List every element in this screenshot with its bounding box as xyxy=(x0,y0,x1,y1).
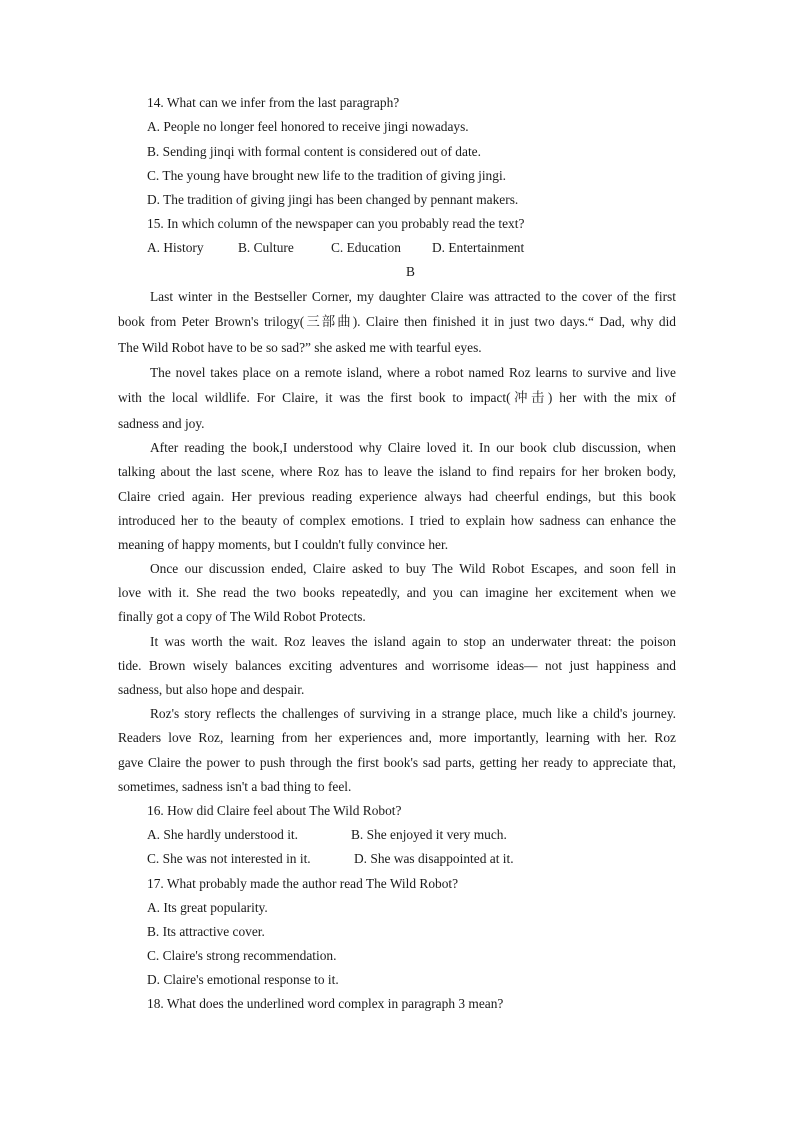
p3-line-4: introduced her to the beauty of complex emotions. I tried to explain how sadness can enhance the xyxy=(118,513,676,528)
p3-line-5: meaning of happy moments, but I couldn't fully convince her. xyxy=(118,537,449,552)
q17-option-d: D. Claire's emotional response to it. xyxy=(147,972,339,987)
p6-line-4: sometimes, sadness isn't a bad thing to feel. xyxy=(118,779,352,794)
p6-line-2: Readers love Roz, learning from her experiences and, more importantly, learning with her. Roz xyxy=(118,730,676,745)
section-label: B xyxy=(406,264,415,279)
p4-line-1: Once our discussion ended, Claire asked to buy The Wild Robot Escapes, and soon fell in xyxy=(150,561,676,576)
p4-line-2: love with it. She read the two books repeatedly, and you can imagine her excitement when we xyxy=(118,585,676,600)
p5-line-1: It was worth the wait. Roz leaves the island again to stop an underwater threat: the poison xyxy=(150,634,676,649)
p5-line-2: tide. Brown wisely balances exciting adventures and worrisome ideas— not just happiness and xyxy=(118,658,676,673)
p1-line-3: The Wild Robot have to be so sad?” she asked me with tearful eyes. xyxy=(118,340,482,355)
q16-options-row-1 xyxy=(147,827,507,843)
q17-option-a: A. Its great popularity. xyxy=(147,900,268,915)
q16-option-d: D. She was disappointed at it. xyxy=(354,851,514,866)
q14-option-c: C. The young have brought new life to the tradition of giving jingi. xyxy=(147,168,507,183)
q16-options-row-2 xyxy=(147,851,514,867)
p1-line-2: book from Peter Brown's trilogy(三部曲). Claire then finished it in just two days.“ Dad, why did xyxy=(118,314,676,329)
question-14: 14. What can we infer from the last paragraph? xyxy=(147,95,400,110)
q17-option-b: B. Its attractive cover. xyxy=(147,924,265,939)
question-17: 17. What probably made the author read The Wild Robot? xyxy=(147,876,459,891)
p5-line-3: sadness, but also hope and despair. xyxy=(118,682,305,697)
question-15: 15. In which column of the newspaper can you probably read the text? xyxy=(147,216,525,231)
q15-option-d: D. Entertainment xyxy=(432,240,525,255)
q14-option-b: B. Sending jinqi with formal content is considered out of date. xyxy=(147,144,481,159)
p4-line-3: finally got a copy of The Wild Robot Protects. xyxy=(118,609,366,624)
p3-line-1: After reading the book,I understood why Claire loved it. In our book club discussion, when xyxy=(150,440,676,455)
p6-line-3: gave Claire the power to push through the first book's sad parts, getting her ready to appreciate that, xyxy=(118,755,676,770)
p6-line-1: Roz's story reflects the challenges of surviving in a strange place, much like a child's journey. xyxy=(150,706,676,721)
p2-line-3: sadness and joy. xyxy=(118,416,205,431)
q16-option-a: A. She hardly understood it. xyxy=(147,827,298,842)
p1-line-1: Last winter in the Bestseller Corner, my daughter Claire was attracted to the cover of the first xyxy=(150,289,676,304)
question-18: 18. What does the underlined word complex in paragraph 3 mean? xyxy=(147,996,504,1011)
question-16: 16. How did Claire feel about The Wild Robot? xyxy=(147,803,402,818)
p2-line-2: with the local wildlife. For Claire, it was the first book to impact(冲击) her with the mix of xyxy=(118,390,676,405)
q14-option-d: D. The tradition of giving jingi has been changed by pennant makers. xyxy=(147,192,519,207)
q14-option-a: A. People no longer feel honored to receive jingi nowadays. xyxy=(147,119,469,134)
p2-line-1: The novel takes place on a remote island, where a robot named Roz learns to survive and live xyxy=(150,365,676,380)
p3-line-3: Claire cried again. Her previous reading experience always had cheerful endings, but this book xyxy=(118,489,676,504)
q15-option-a: A. History xyxy=(147,240,204,255)
q17-option-c: C. Claire's strong recommendation. xyxy=(147,948,337,963)
q15-option-b: B. Culture xyxy=(238,240,294,255)
p3-line-2: talking about the last scene, where Roz has to leave the island to find repairs for her broken body, xyxy=(118,464,676,479)
q15-option-c: C. Education xyxy=(331,240,401,255)
q15-options xyxy=(147,240,524,256)
q16-option-c: C. She was not interested in it. xyxy=(147,851,311,866)
q16-option-b: B. She enjoyed it very much. xyxy=(351,827,507,842)
